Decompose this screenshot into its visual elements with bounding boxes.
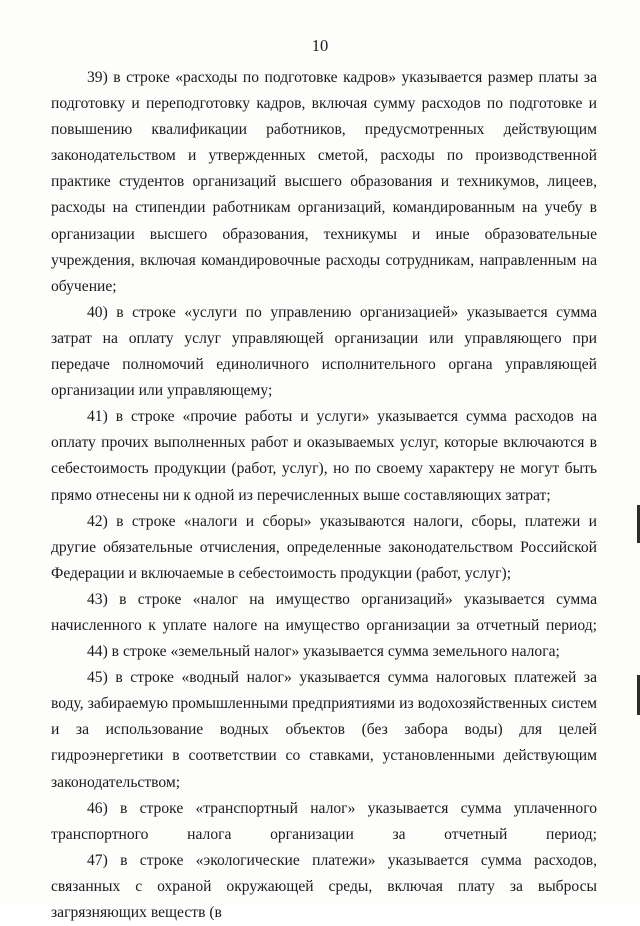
document-body bbox=[51, 65, 597, 926]
paragraph-44: 44) в строке «земельный налог» указывается сумма земельного налога; bbox=[87, 643, 560, 661]
paragraph-39: 39) в строке «расходы по подготовке кадров» указывается размер платы за подготовку и переподготовку кадров, включая сумму расходов по подготовке и повышению квалификации работников, предусмотренных действующим законодательством и утвержденных сметой, расходы по производственной практике студентов организаций высшего образования и техникумов, лицеев, расходы на стипендии работникам организаций, командированным на учебу в организации высшего образования, техникумы и иные образовательные учреждения, включая командировочные расходы сотрудникам, направленным на обучение; bbox=[51, 69, 597, 295]
paragraph-40: 40) в строке «услуги по управлению организацией» указывается сумма затрат на оплату услуг управляющей организации или управляющего при передаче полномочий единоличного исполнительного органа управляющей организации или управляющему; bbox=[51, 303, 597, 400]
paragraph-47: 47) в строке «экологические платежи» указывается сумма расходов, связанных с охраной окружающей среды, включая плату за выбросы загрязняющих веществ (в bbox=[51, 851, 597, 921]
paragraph-41: 41) в строке «прочие работы и услуги» указывается сумма расходов на оплату прочих выполненных работ и оказываемых услуг, которые включаются в себестоимость продукции (работ, услуг), но по своему характеру не могут быть прямо отнесены ни к одной из перечисленных выше составляющих затрат; bbox=[51, 408, 597, 504]
paragraph-45: 45) в строке «водный налог» указывается сумма налоговых платежей за воду, забираемую промышленными предприятиями из водохозяйственных систем и за использование водных объектов (без забора воды) для целей гидроэнергетики в соответствии со ставками, установленными действующим законодательством; bbox=[51, 669, 597, 791]
page-number: 10 bbox=[311, 36, 329, 55]
paragraph-42: 42) в строке «налоги и сборы» указываются налоги, сборы, платежи и другие обязательные отчисления, определенные законодательством Российской Федерации и включаемые в себестоимость продукции (работ, услуг); bbox=[51, 512, 597, 582]
paragraph-43: 43) в строке «налог на имущество организаций» указывается сумма начисленного к уплате налоге на имущество организации за отчетный период; bbox=[51, 590, 597, 634]
paragraph-46: 46) в строке «транспортный налог» указывается сумма уплаченного транспортного налога организации за отчетный период; bbox=[51, 799, 597, 843]
